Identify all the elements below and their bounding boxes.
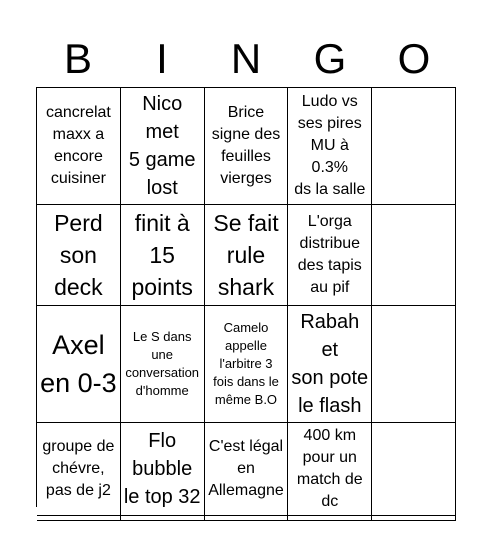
- cell-text: C'est légal en Allemagne: [208, 438, 284, 499]
- header-letter-n: N: [230, 35, 262, 82]
- bingo-cell[interactable]: [288, 423, 372, 516]
- bingo-cell[interactable]: [288, 306, 372, 423]
- cell-text: Flo bubble le top 32: [123, 430, 201, 508]
- bingo-cell[interactable]: [205, 423, 289, 516]
- bingo-cell[interactable]: [37, 205, 121, 306]
- header-letter-i: I: [156, 35, 168, 82]
- bingo-cell[interactable]: [121, 423, 205, 516]
- bingo-cell[interactable]: [121, 88, 205, 205]
- bingo-cell[interactable]: [372, 88, 456, 205]
- bingo-cell[interactable]: [288, 205, 372, 306]
- bingo-cell[interactable]: [205, 205, 289, 306]
- cell-text: 400 km pour un match de dc: [296, 427, 363, 510]
- bingo-card-grid: [36, 87, 456, 510]
- bingo-cell[interactable]: [372, 306, 456, 423]
- bingo-cell[interactable]: [205, 516, 289, 521]
- bingo-header: [36, 32, 456, 86]
- cell-text: Perd son deck: [54, 210, 103, 300]
- header-letter-o: O: [397, 35, 431, 82]
- bingo-cell[interactable]: [37, 516, 121, 521]
- cell-text: cancrelat maxx a encore cuisiner: [45, 104, 111, 187]
- bingo-cell[interactable]: [37, 306, 121, 423]
- bingo-cell[interactable]: [205, 306, 289, 423]
- cell-text: Axel en 0-3: [40, 330, 117, 398]
- header-letter-b: B: [63, 35, 92, 82]
- cell-text: Se fait rule shark: [213, 210, 279, 300]
- bingo-cell[interactable]: [121, 306, 205, 423]
- cell-text: Camelo appelle l'arbitre 3 fois dans le même B.O: [213, 320, 279, 407]
- cell-text: Rabah et son pote le flash: [291, 311, 369, 417]
- header-letter-g: G: [313, 35, 347, 82]
- bingo-cell[interactable]: [205, 88, 289, 205]
- cell-text: Ludo vs ses pires MU à 0.3% ds la salle: [294, 93, 366, 198]
- cell-text: finit à 15 points: [131, 210, 193, 300]
- cell-text: L'orga distribue des tapis au pif: [297, 213, 362, 296]
- cell-text: Nico met 5 game lost: [128, 93, 196, 199]
- bingo-cell[interactable]: [372, 205, 456, 306]
- bingo-cell[interactable]: [121, 205, 205, 306]
- bingo-cell[interactable]: [372, 423, 456, 516]
- bingo-cell[interactable]: [288, 516, 372, 521]
- cell-text: groupe de chévre, pas de j2: [42, 438, 115, 499]
- bingo-cell[interactable]: [37, 423, 121, 516]
- bingo-cell[interactable]: [288, 88, 372, 205]
- bingo-cell[interactable]: [37, 88, 121, 205]
- cell-text: Brice signe des feuilles vierges: [211, 104, 281, 187]
- bingo-cell[interactable]: [372, 516, 456, 521]
- bingo-cell[interactable]: [121, 516, 205, 521]
- cell-text: Le S dans une conversation d'homme: [125, 329, 200, 398]
